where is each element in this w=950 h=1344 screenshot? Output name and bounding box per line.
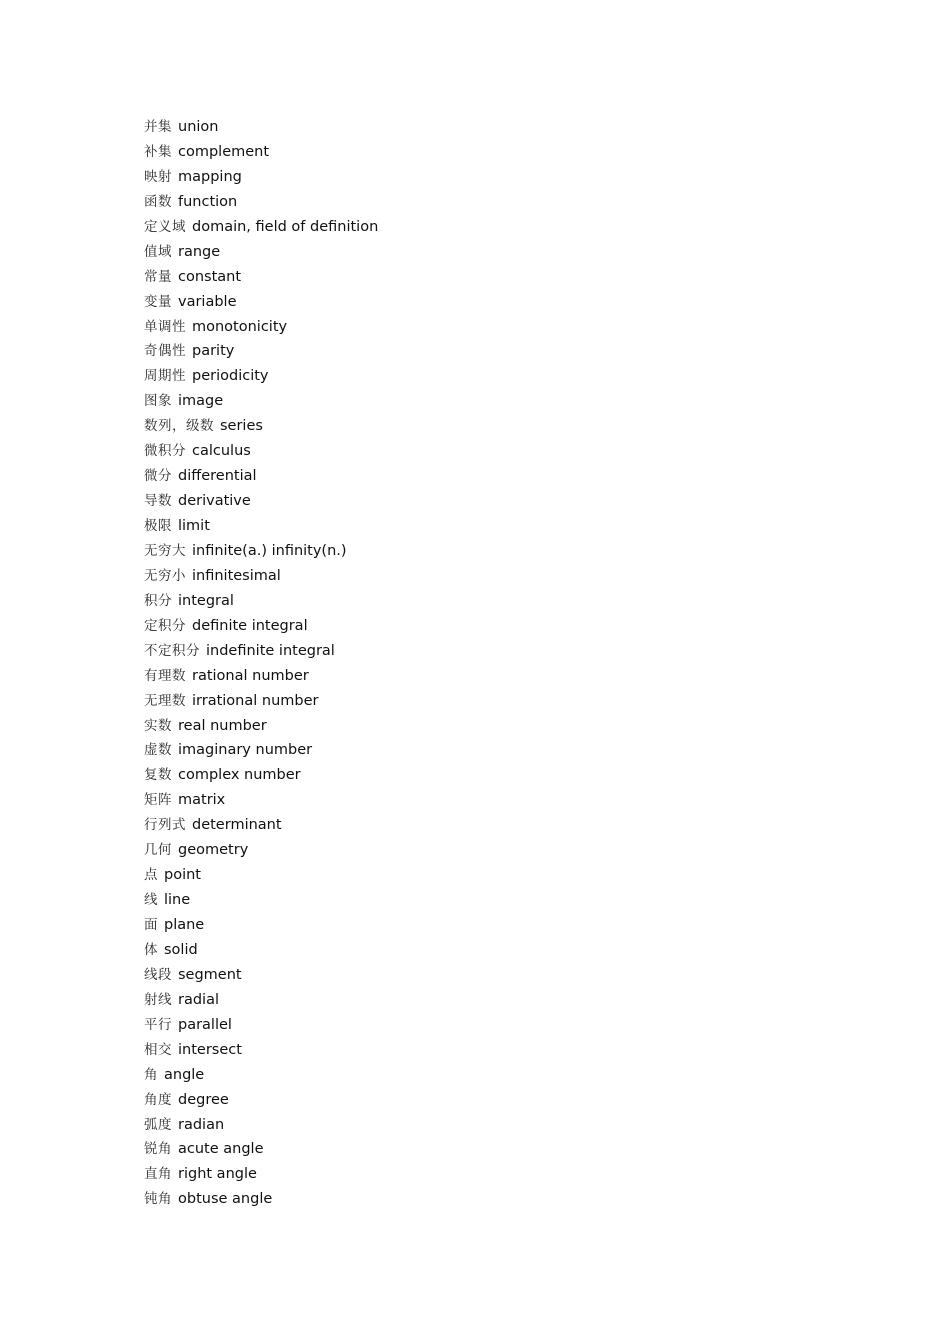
chinese-term: 无穷小: [144, 567, 186, 584]
glossary-entry: [144, 590, 378, 615]
english-term: constant: [178, 268, 242, 285]
glossary-entry: [144, 715, 378, 740]
chinese-term: 角度: [144, 1091, 172, 1108]
chinese-term: 积分: [144, 592, 172, 609]
english-term: series: [220, 418, 263, 435]
chinese-term: 相交: [144, 1041, 172, 1058]
english-term: degree: [178, 1091, 229, 1108]
chinese-term: 导数: [144, 493, 172, 510]
glossary-entry: [144, 365, 378, 390]
english-term: radial: [178, 991, 219, 1008]
chinese-term: 常量: [144, 268, 172, 285]
glossary-entry: [144, 1188, 378, 1213]
chinese-term: 矩阵: [144, 792, 172, 809]
chinese-term: 角: [144, 1066, 158, 1083]
english-term: obtuse angle: [178, 1191, 273, 1208]
chinese-term: 微积分: [144, 443, 186, 460]
glossary-entry: [144, 515, 378, 540]
chinese-term: 定积分: [144, 617, 186, 634]
glossary-entry: [144, 964, 378, 989]
chinese-term: 无穷大: [144, 542, 186, 559]
glossary-entry: [144, 789, 378, 814]
english-term: function: [178, 193, 238, 210]
glossary-entry: [144, 889, 378, 914]
glossary-entry: [144, 1064, 378, 1089]
english-term: line: [164, 892, 191, 909]
chinese-term: 射线: [144, 991, 172, 1008]
glossary-entry: [144, 166, 378, 191]
chinese-term: 值域: [144, 243, 172, 260]
chinese-term: 面: [144, 917, 158, 933]
english-term: range: [178, 243, 221, 260]
english-term: right angle: [178, 1166, 257, 1183]
glossary-entry: [144, 615, 378, 640]
glossary-list: [144, 116, 378, 1213]
glossary-entry: [144, 1039, 378, 1064]
chinese-term: 复数: [144, 767, 172, 784]
glossary-entry: [144, 291, 378, 316]
glossary-entry: [144, 839, 378, 864]
glossary-entry: [144, 565, 378, 590]
chinese-term: 虚数: [144, 742, 172, 759]
glossary-entry: [144, 191, 378, 216]
chinese-term: 有理数: [144, 667, 186, 684]
glossary-entry: [144, 814, 378, 839]
chinese-term: 并集: [144, 119, 172, 135]
english-term: integral: [178, 592, 234, 609]
english-term: segment: [178, 966, 242, 983]
glossary-entry: [144, 914, 378, 939]
english-term: intersect: [178, 1041, 242, 1058]
english-term: geometry: [178, 842, 249, 859]
english-term: parallel: [178, 1016, 232, 1033]
english-term: determinant: [192, 817, 282, 834]
chinese-term: 极限: [144, 518, 172, 534]
english-term: irrational number: [192, 692, 319, 709]
english-term: variable: [178, 293, 237, 310]
english-term: differential: [178, 468, 257, 485]
chinese-term: 不定积分: [144, 642, 200, 659]
chinese-term: 实数: [144, 717, 172, 734]
glossary-entry: [144, 1138, 378, 1163]
glossary-entry: [144, 490, 378, 515]
english-term: image: [178, 393, 224, 410]
glossary-entry: [144, 216, 378, 241]
glossary-entry: [144, 415, 378, 440]
chinese-term: 行列式: [144, 817, 186, 834]
english-term: rational number: [192, 667, 309, 684]
chinese-term: 补集: [144, 143, 172, 160]
glossary-entry: [144, 116, 378, 141]
english-term: definite integral: [192, 617, 308, 634]
glossary-entry: [144, 864, 378, 889]
glossary-entry: [144, 266, 378, 291]
chinese-term: 点: [144, 867, 158, 884]
chinese-term: 图象: [144, 393, 172, 410]
glossary-entry: [144, 939, 378, 964]
glossary-entry: [144, 141, 378, 166]
chinese-term: 锐角: [144, 1141, 172, 1158]
chinese-term: 体: [144, 941, 158, 958]
english-term: union: [178, 119, 219, 135]
chinese-term: 映射: [144, 168, 172, 185]
chinese-term: 弧度: [144, 1116, 172, 1133]
glossary-entry: [144, 739, 378, 764]
english-term: monotonicity: [192, 318, 288, 335]
glossary-entry: [144, 540, 378, 565]
english-term: domain, field of definition: [192, 218, 379, 235]
chinese-term: 函数: [144, 193, 172, 210]
english-term: indefinite integral: [206, 642, 335, 659]
glossary-entry: [144, 764, 378, 789]
chinese-term: 平行: [144, 1016, 172, 1033]
glossary-entry: [144, 665, 378, 690]
english-term: imaginary number: [178, 742, 313, 759]
english-term: angle: [164, 1066, 205, 1083]
glossary-entry: [144, 1014, 378, 1039]
english-term: complex number: [178, 767, 301, 784]
glossary-entry: [144, 241, 378, 266]
glossary-entry: [144, 690, 378, 715]
english-term: radian: [178, 1116, 225, 1133]
english-term: periodicity: [192, 368, 269, 385]
english-term: solid: [164, 941, 198, 958]
chinese-term: 无理数: [144, 692, 186, 709]
chinese-term: 数列，级数: [144, 418, 214, 435]
chinese-term: 变量: [144, 293, 172, 310]
glossary-entry: [144, 340, 378, 365]
english-term: limit: [178, 518, 210, 534]
glossary-entry: [144, 440, 378, 465]
glossary-entry: [144, 390, 378, 415]
english-term: calculus: [192, 443, 251, 460]
english-term: derivative: [178, 493, 251, 510]
chinese-term: 几何: [144, 842, 172, 859]
chinese-term: 钝角: [144, 1191, 172, 1208]
chinese-term: 线段: [144, 966, 172, 983]
glossary-entry: [144, 465, 378, 490]
glossary-entry: [144, 989, 378, 1014]
chinese-term: 周期性: [144, 368, 186, 385]
chinese-term: 微分: [144, 468, 172, 485]
english-term: real number: [178, 717, 267, 734]
glossary-entry: [144, 1163, 378, 1188]
english-term: plane: [164, 917, 205, 933]
english-term: mapping: [178, 168, 242, 185]
glossary-entry: [144, 640, 378, 665]
chinese-term: 单调性: [144, 318, 186, 335]
chinese-term: 线: [144, 892, 158, 909]
glossary-entry: [144, 1114, 378, 1139]
english-term: infinite(a.) infinity(n.): [192, 542, 347, 559]
english-term: parity: [192, 343, 235, 360]
chinese-term: 直角: [144, 1166, 172, 1183]
chinese-term: 奇偶性: [144, 343, 186, 360]
glossary-entry: [144, 1089, 378, 1114]
english-term: infinitesimal: [192, 567, 281, 584]
english-term: complement: [178, 143, 270, 160]
chinese-term: 定义域: [144, 218, 186, 235]
english-term: acute angle: [178, 1141, 264, 1158]
glossary-entry: [144, 316, 378, 341]
english-term: matrix: [178, 792, 226, 809]
english-term: point: [164, 867, 201, 884]
